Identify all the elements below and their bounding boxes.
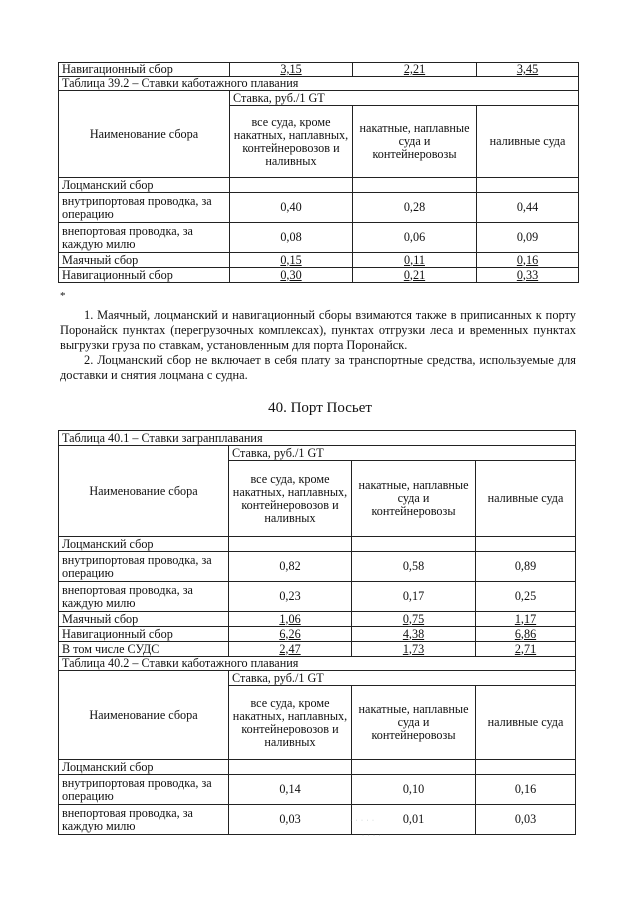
table-row bbox=[59, 612, 576, 627]
cell-value: 0,40 bbox=[230, 193, 353, 223]
cell-value: 0,75 bbox=[352, 612, 476, 627]
header-name-col: Наименование сбора bbox=[59, 91, 230, 178]
header-col2: накатные, наплавные суда и контейнеровозы bbox=[353, 106, 477, 178]
header-col1: все суда, кроме накатных, наплавных, контейнеровозов и наливных bbox=[230, 106, 353, 178]
cell-value bbox=[476, 760, 576, 775]
cell-value: 1,73 bbox=[352, 642, 476, 657]
cell-value bbox=[477, 178, 579, 193]
row-label: внепортовая проводка, за каждую милю bbox=[59, 223, 230, 253]
header-rate: Ставка, руб./1 GT bbox=[230, 91, 579, 106]
cell-value: 0,82 bbox=[229, 552, 352, 582]
cell-value: 0,15 bbox=[230, 253, 353, 268]
table-row bbox=[59, 642, 576, 657]
cell-value: 0,89 bbox=[476, 552, 576, 582]
cell-value: 6,26 bbox=[229, 627, 352, 642]
header-col1: все суда, кроме накатных, наплавных, контейнеровозов и наливных bbox=[229, 461, 352, 537]
table-row bbox=[59, 77, 579, 91]
cell-value: 0,09 bbox=[477, 223, 579, 253]
faint-stamp-mark: · · · · · bbox=[350, 818, 375, 824]
header-name-col: Наименование сбора bbox=[59, 446, 229, 537]
row-label: Навигационный сбор bbox=[59, 63, 230, 77]
cell-value bbox=[229, 537, 352, 552]
cell-value: 0,14 bbox=[229, 775, 352, 805]
header-name-col: Наименование сбора bbox=[59, 671, 229, 760]
header-col2: накатные, наплавные суда и контейнеровозы bbox=[352, 461, 476, 537]
table-row bbox=[59, 193, 579, 223]
cell-value: 0,21 bbox=[353, 268, 477, 283]
header-col3: наливные суда bbox=[477, 106, 579, 178]
cell-value: 0,03 bbox=[229, 805, 352, 835]
cell-value: 0,10 bbox=[352, 775, 476, 805]
cell-value: 2,47 bbox=[229, 642, 352, 657]
table-header-row bbox=[59, 91, 579, 106]
table-caption: Таблица 40.1 – Ставки загранплавания bbox=[59, 431, 576, 446]
cell-value: 0,30 bbox=[230, 268, 353, 283]
header-col2: накатные, наплавные суда и контейнеровозы bbox=[352, 686, 476, 760]
cell-value: 0,16 bbox=[477, 253, 579, 268]
cell-value: 0,03 bbox=[476, 805, 576, 835]
header-col1: все суда, кроме накатных, наплавных, контейнеровозов и наливных bbox=[229, 686, 352, 760]
row-label: Навигационный сбор bbox=[59, 627, 229, 642]
cell-value: 2,21 bbox=[353, 63, 477, 77]
cell-value: 1,06 bbox=[229, 612, 352, 627]
footnote-star: * bbox=[60, 290, 66, 302]
cell-value bbox=[476, 537, 576, 552]
cell-value: 0,01 bbox=[352, 805, 476, 835]
section-title: 40. Порт Посьет bbox=[268, 400, 372, 416]
cell-value: 0,25 bbox=[476, 582, 576, 612]
row-label: Лоцманский сбор bbox=[59, 178, 230, 193]
header-rate: Ставка, руб./1 GT bbox=[229, 671, 576, 686]
table-row bbox=[59, 582, 576, 612]
table-row bbox=[59, 552, 576, 582]
table-caption: Таблица 39.2 – Ставки каботажного плавания bbox=[59, 77, 579, 91]
cell-value: 0,16 bbox=[476, 775, 576, 805]
row-label: Лоцманский сбор bbox=[59, 760, 229, 775]
notes-block bbox=[60, 308, 576, 383]
table-header-row bbox=[59, 671, 576, 686]
table-row bbox=[59, 268, 579, 283]
row-label: Лоцманский сбор bbox=[59, 537, 229, 552]
cell-value: 6,86 bbox=[476, 627, 576, 642]
cell-value bbox=[230, 178, 353, 193]
header-col3: наливные суда bbox=[476, 686, 576, 760]
row-label: внутрипортовая проводка, за операцию bbox=[59, 775, 229, 805]
cell-value: 0,11 bbox=[353, 253, 477, 268]
cell-value: 0,28 bbox=[353, 193, 477, 223]
table-40-1 bbox=[58, 430, 576, 835]
row-label: Навигационный сбор bbox=[59, 268, 230, 283]
table-header-row bbox=[59, 446, 576, 461]
cell-value bbox=[353, 178, 477, 193]
note-paragraph: 2. Лоцманский сбор не включает в себя плату за транспортные средства, используемые для доставки и снятия лоцмана с судна. bbox=[60, 353, 576, 382]
cell-value bbox=[352, 537, 476, 552]
cell-value: 0,08 bbox=[230, 223, 353, 253]
table-row bbox=[59, 537, 576, 552]
cell-value: 0,44 bbox=[477, 193, 579, 223]
cell-value: 0,23 bbox=[229, 582, 352, 612]
table-row bbox=[59, 431, 576, 446]
row-label: внутрипортовая проводка, за операцию bbox=[59, 193, 230, 223]
table-row bbox=[59, 63, 579, 77]
row-label: Маячный сбор bbox=[59, 253, 230, 268]
table-row bbox=[59, 805, 576, 835]
cell-value: 1,17 bbox=[476, 612, 576, 627]
table-row bbox=[59, 178, 579, 193]
cell-value: 3,15 bbox=[230, 63, 353, 77]
faint-stamp-mark: · · · · bbox=[362, 833, 382, 839]
table-row bbox=[59, 760, 576, 775]
header-col3: наливные суда bbox=[476, 461, 576, 537]
table-39-2 bbox=[58, 62, 579, 283]
row-label: Маячный сбор bbox=[59, 612, 229, 627]
table-row bbox=[59, 775, 576, 805]
cell-value: 0,33 bbox=[477, 268, 579, 283]
table-row bbox=[59, 657, 576, 671]
note-paragraph: 1. Маячный, лоцманский и навигационный сборы взимаются также в приписанных к порту Поронайск пунктах (перегрузочных комплексах), пунктах отгрузки леса и временных пунктах выгрузки груза по ставкам, установленным для порта Поронайск. bbox=[60, 308, 576, 352]
table-row bbox=[59, 223, 579, 253]
cell-value: 0,17 bbox=[352, 582, 476, 612]
cell-value: 3,45 bbox=[477, 63, 579, 77]
cell-value bbox=[352, 760, 476, 775]
table-row bbox=[59, 253, 579, 268]
row-label: внепортовая проводка, за каждую милю bbox=[59, 582, 229, 612]
row-label: внутрипортовая проводка, за операцию bbox=[59, 552, 229, 582]
cell-value: 4,38 bbox=[352, 627, 476, 642]
table-caption: Таблица 40.2 – Ставки каботажного плавания bbox=[59, 657, 576, 671]
table-row bbox=[59, 627, 576, 642]
row-label: внепортовая проводка, за каждую милю bbox=[59, 805, 229, 835]
cell-value: 0,06 bbox=[353, 223, 477, 253]
header-rate: Ставка, руб./1 GT bbox=[229, 446, 576, 461]
cell-value: 0,58 bbox=[352, 552, 476, 582]
cell-value: 2,71 bbox=[476, 642, 576, 657]
cell-value bbox=[229, 760, 352, 775]
row-label: В том числе СУДС bbox=[59, 642, 229, 657]
